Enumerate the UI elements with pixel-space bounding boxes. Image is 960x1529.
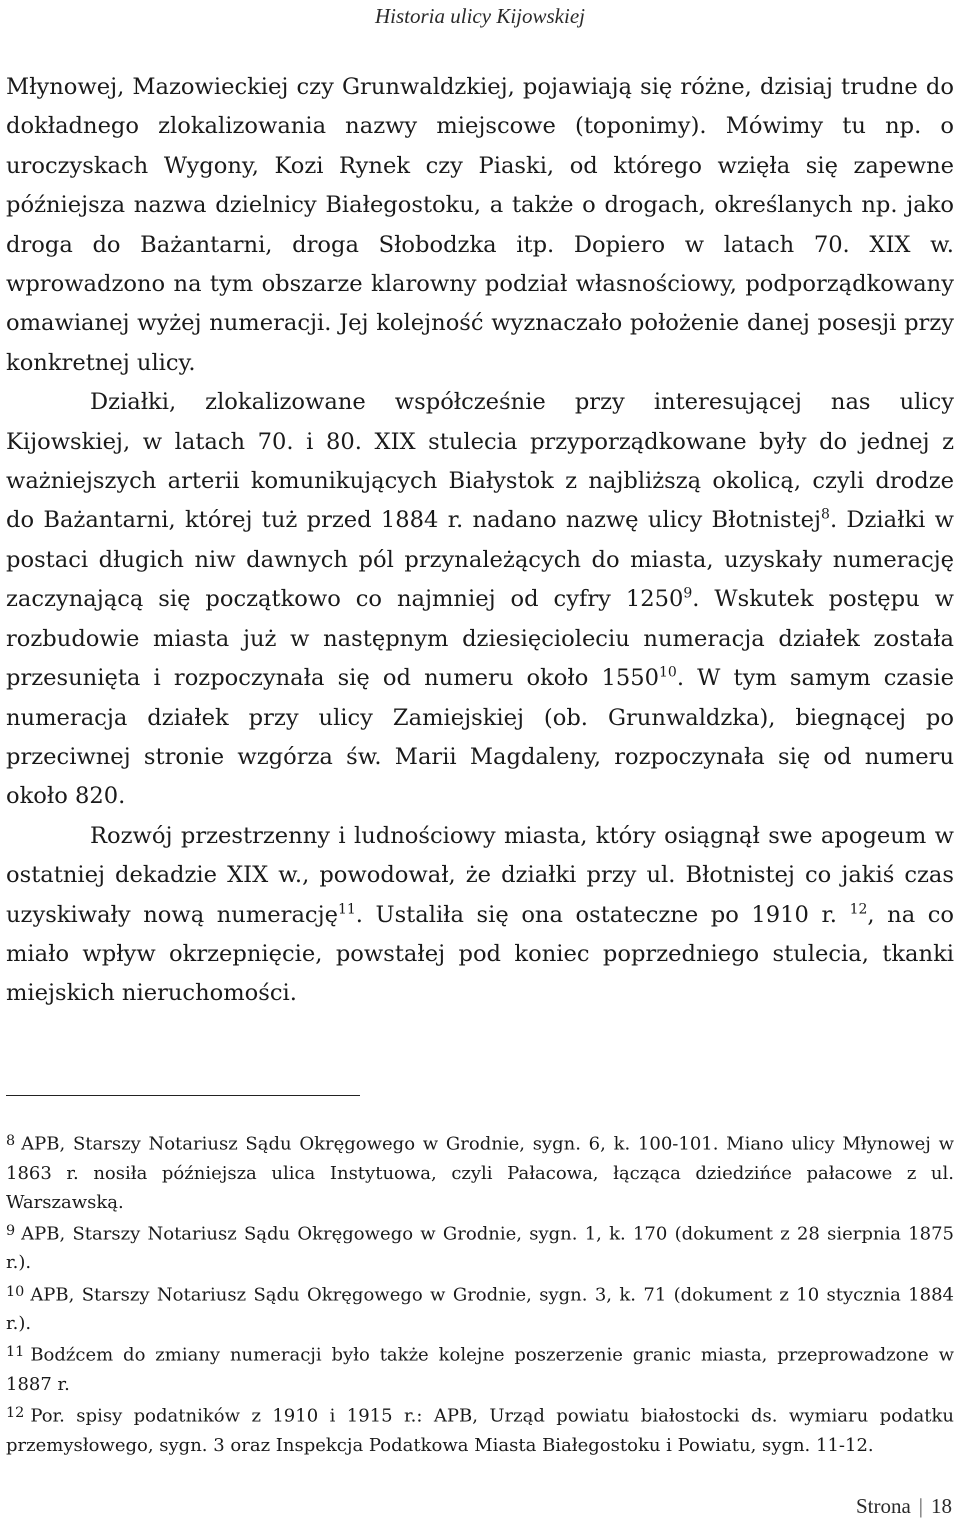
- page-value: 18: [931, 1494, 952, 1518]
- footnote-8: [6, 1127, 954, 1217]
- footnote-ref-9[interactable]: 9: [683, 585, 693, 602]
- footnote-text: APB, Starszy Notariusz Sądu Okręgowego w Grodnie, sygn. 1, k. 170 (dokument z 28 sierpnia 1875 r.).: [6, 1223, 954, 1274]
- paragraph-3-text-a: Rozwój przestrzenny i ludnościowy miasta, który osiągnął swe apogeum w ostatniej dekadzie XIX w., powodował, że działki przy ul. Błotnistej co jakiś czas uzyskiwały nową numerację: [6, 822, 954, 928]
- footnote-number: 11: [6, 1344, 25, 1361]
- paragraph-2-text-d: . W tym samym czasie numeracja działek przy ulicy Zamiejskiej (ob. Grunwaldzka), biegnącej po przeciwnej stronie wzgórza św. Marii Magdaleny, rozpoczynała się od numeru około 820.: [6, 665, 954, 810]
- footnote-9: [6, 1217, 954, 1278]
- running-header: Historia ulicy Kijowskiej: [375, 4, 585, 28]
- footnote-ref-12[interactable]: 12: [849, 900, 868, 917]
- paragraph-1: Młynowej, Mazowieckiej czy Grunwaldzkiej, pojawiają się różne, dzisiaj trudne do dokładnego zlokalizowania nazwy miejscowe (toponimy). Mówimy tu np. o uroczyskach Wygony, Kozi Rynek czy Piaski, od którego wzięła się zapewne późniejsza nazwa dzielnicy Białegostoku, a także o drogach, określanych np. jako droga do Bażantarni, droga Słobodzka itp. Dopiero w latach 70. XIX w. wprowadzono na tym obszarze klarowny podział własnościowy, podporządkowany omawianej wyżej numeracji. Jej kolejność wyznaczało położenie danej posesji przy konkretnej ulicy.: [6, 74, 954, 376]
- footnote-separator: [6, 1095, 360, 1096]
- paragraph-2-text-c: . Wskutek postępu w rozbudowie miasta już w następnym dziesięcioleciu numeracja działek została przesunięta i rozpoczynała się od numeru około 1550: [6, 586, 954, 692]
- footnote-number: 8: [6, 1133, 16, 1149]
- footnote-ref-10[interactable]: 10: [658, 664, 677, 681]
- footnote-number: 12: [6, 1405, 25, 1422]
- footnote-text: APB, Starszy Notariusz Sądu Okręgowego w Grodnie, sygn. 6, k. 100-101. Miano ulicy Młynowej w 1863 r. nosiła późniejsza ulica Instytuowa, czyli Pałacowa, łącząca dziedzińce pałacowe z ul. Warszawską.: [6, 1133, 954, 1213]
- footnote-text: Bodźcem do zmiany numeracji było także kolejne poszerzenie granic miasta, przeprowadzone w 1887 r.: [6, 1344, 954, 1395]
- footnote-ref-11[interactable]: 11: [337, 900, 356, 917]
- footnotes: [6, 1127, 954, 1460]
- main-text: [6, 68, 954, 1014]
- footnote-12: [6, 1399, 954, 1460]
- page-separator: |: [918, 1494, 923, 1518]
- paragraph-3: [6, 817, 954, 1014]
- paragraph-3-text-c: , na co miało wpływ okrzepnięcie, powstałej pod koniec poprzedniego stulecia, tkanki miejskich nieruchomości.: [6, 901, 955, 1007]
- paragraph-2-text-a: Działki, zlokalizowane współcześnie przy interesującej nas ulicy Kijowskiej, w latach 70. i 80. XIX stulecia przyporządkowane były do jednej z ważniejszych arterii komunikujących Białystok z najbliższą okolicą, czyli drodze do Bażantarni, której tuż przed 1884 r. nadano nazwę ulicy Błotnistej: [6, 389, 954, 534]
- paragraph-2: [6, 383, 954, 816]
- footnote-text: Por. spisy podatników z 1910 i 1915 r.: APB, Urząd powiatu białostocki ds. wymiaru podatku przemysłowego, sygn. 3 oraz Inspekcja Podatkowa Miasta Białegostoku i Powiatu, sygn. 11-12.: [6, 1405, 954, 1456]
- page-label: Strona: [855, 1494, 911, 1518]
- footnote-number: 10: [6, 1283, 25, 1300]
- paragraph-2-text-b: . Działki w postaci długich niw dawnych pól przynależących do miasta, uzyskały numerację zaczynającą się początkowo co najmniej od cyfry 1250: [6, 507, 955, 613]
- footnote-number: 9: [6, 1222, 16, 1239]
- footnote-ref-8[interactable]: 8: [821, 506, 830, 523]
- footnote-10: [6, 1278, 954, 1339]
- page-number: [856, 1494, 952, 1519]
- footnote-11: [6, 1338, 954, 1399]
- paragraph-3-text-b: . Ustaliła się ona ostateczne po 1910 r.: [355, 901, 850, 928]
- footnote-text: APB, Starszy Notariusz Sądu Okręgowego w Grodnie, sygn. 3, k. 71 (dokument z 10 stycznia 1884 r.).: [6, 1283, 954, 1335]
